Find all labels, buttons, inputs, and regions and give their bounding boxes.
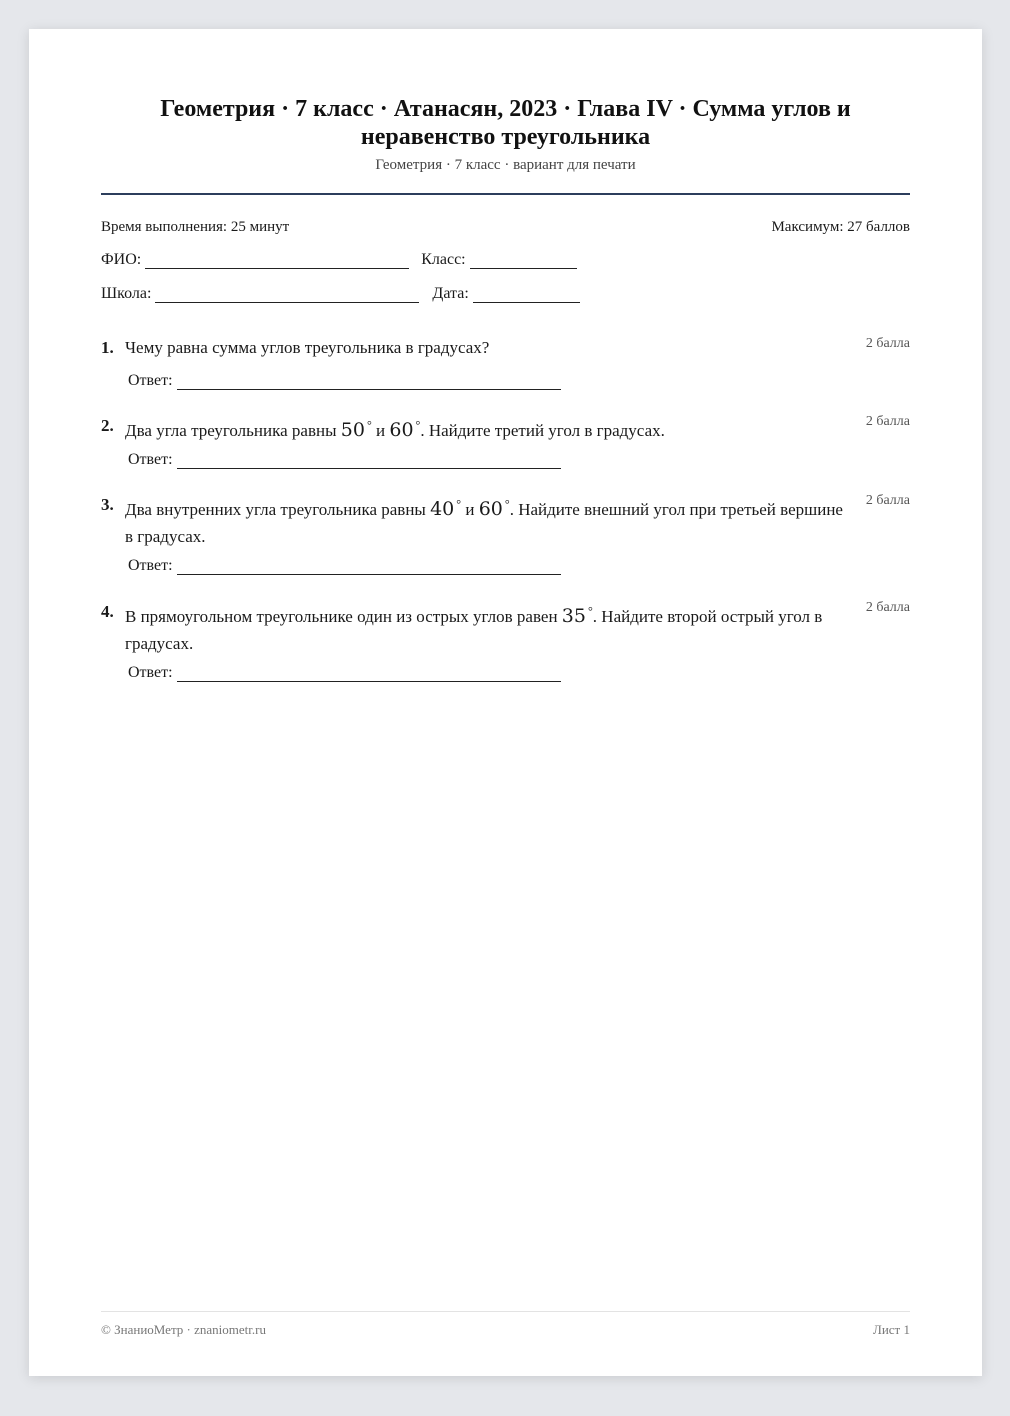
class-field[interactable]	[470, 254, 577, 269]
degree-sign: °	[456, 497, 462, 511]
question-number: 2.	[101, 416, 114, 435]
angle-value: 60	[478, 498, 503, 520]
angle-value: 35	[561, 605, 586, 627]
answer-label: Ответ:	[128, 372, 173, 389]
date-label: Дата:	[432, 285, 469, 302]
time-limit: Время выполнения: 25 минут	[101, 219, 290, 235]
question-text: Два внутренних угла треугольника равны 40 ° и 60 °. Найдите внешний угол при третьей вершине в градусах.	[125, 497, 843, 546]
question-number: 4.	[101, 602, 114, 621]
header-divider	[101, 193, 910, 195]
answer-field-4[interactable]	[177, 667, 561, 682]
answer-row-4	[128, 664, 561, 682]
answer-row-1	[128, 372, 561, 390]
degree-sign: °	[366, 418, 372, 432]
footer-divider	[101, 1311, 910, 1312]
school-label: Школа:	[101, 285, 152, 302]
angle-value: 60	[389, 419, 414, 441]
degree-sign: °	[504, 497, 510, 511]
degree-sign: °	[415, 418, 421, 432]
class-label: Класс:	[421, 251, 466, 268]
answer-field-1[interactable]	[177, 375, 561, 390]
question-number: 3.	[101, 495, 114, 514]
answer-label: Ответ:	[128, 664, 173, 681]
footer-copyright: © ЗнаниоМетр · znaniometr.ru	[101, 1322, 266, 1337]
answer-label: Ответ:	[128, 451, 173, 468]
student-fields-row-1	[101, 251, 577, 269]
angle-value: 50	[340, 419, 365, 441]
answer-row-2	[128, 451, 561, 469]
question-points: 2 балла	[865, 336, 910, 351]
answer-label: Ответ:	[128, 557, 173, 574]
date-field[interactable]	[473, 288, 580, 303]
page-subtitle: Геометрия · 7 класс · вариант для печати	[375, 157, 636, 173]
question-points: 2 балла	[865, 493, 910, 508]
answer-row-3	[128, 557, 561, 575]
page-footer	[101, 1322, 910, 1338]
worksheet-page	[29, 29, 982, 1376]
question-points: 2 балла	[865, 414, 910, 429]
page-title: Геометрия · 7 класс · Атанасян, 2023 · Глава IV · Сумма углов и неравенство треугольника	[160, 96, 851, 150]
meta-row	[101, 219, 910, 236]
angle-value: 40	[430, 498, 455, 520]
question-text: Чему равна сумма углов треугольника в градусах?	[125, 338, 490, 357]
answer-field-2[interactable]	[177, 454, 561, 469]
max-score: Максимум: 27 баллов	[771, 219, 910, 235]
question-text: В прямоугольном треугольнике один из острых углов равен 35 °. Найдите второй острый угол в градусах.	[125, 604, 823, 653]
school-field[interactable]	[155, 288, 419, 303]
fio-label: ФИО:	[101, 251, 142, 268]
student-fields-row-2	[101, 285, 580, 303]
question-points: 2 балла	[865, 600, 910, 615]
question-number: 1.	[101, 338, 114, 357]
answer-field-3[interactable]	[177, 560, 561, 575]
question-text: Два угла треугольника равны 50 ° и 60 °. Найдите третий угол в градусах.	[125, 418, 665, 441]
fio-field[interactable]	[145, 254, 409, 269]
degree-sign: °	[587, 604, 593, 618]
page-number: Лист 1	[873, 1322, 910, 1337]
